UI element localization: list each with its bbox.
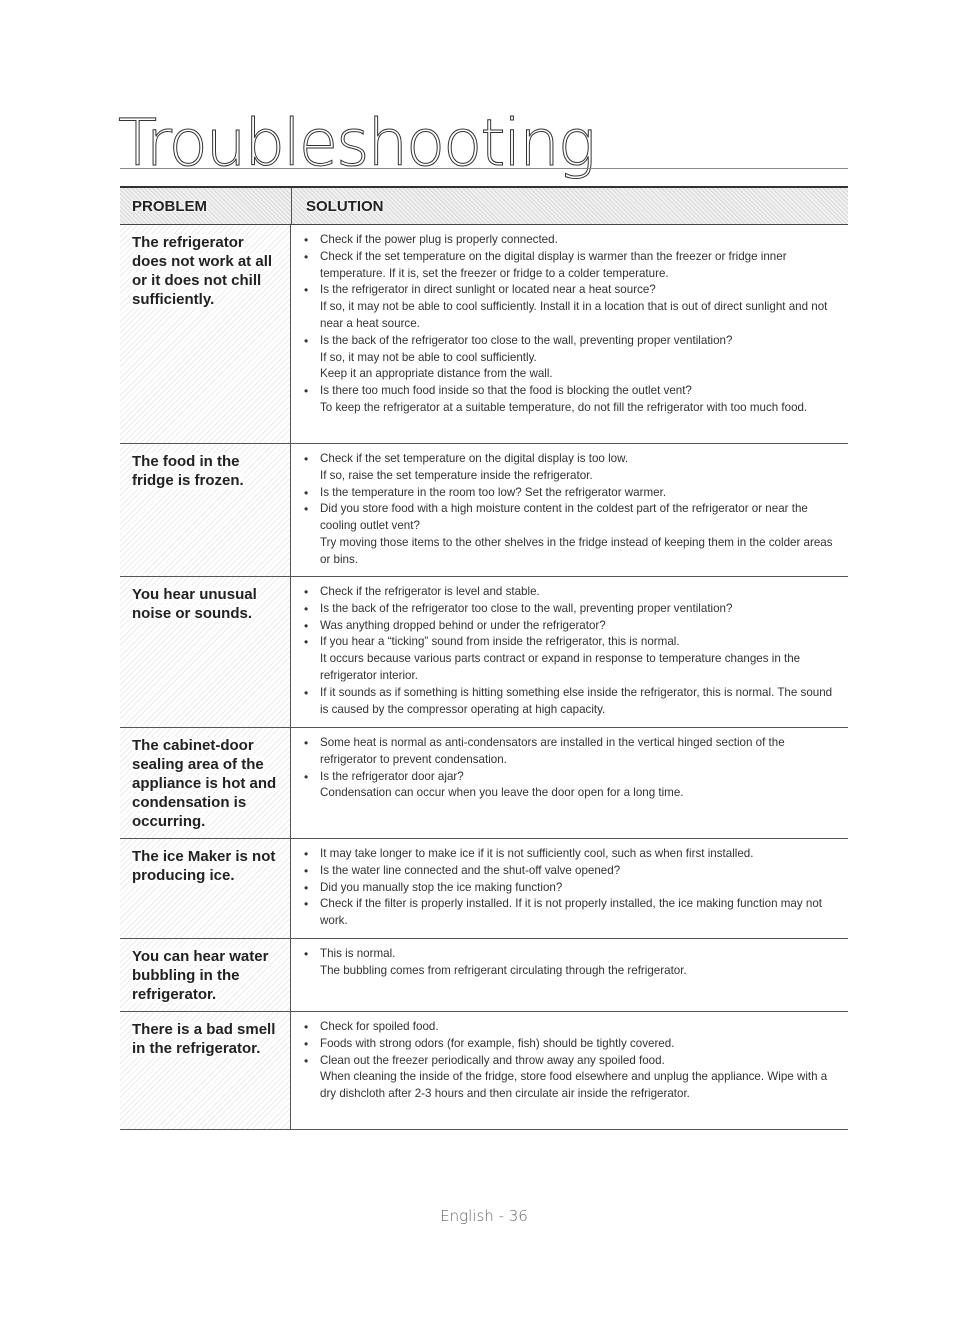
solution-bullet: • Is the refrigerator in direct sunlight or located near a heat source? <box>303 282 834 299</box>
solution-cell <box>291 839 848 938</box>
solution-bullet: • Is the temperature in the room too low? Set the refrigerator warmer. <box>303 485 834 502</box>
solution-bullet: • If you hear a “ticking” sound from inside the refrigerator, this is normal. <box>303 634 834 651</box>
solution-bullet: • It may take longer to make ice if it is not sufficiently cool, such as when first installed. <box>303 846 834 863</box>
table-row <box>120 1012 848 1130</box>
problem-header: PROBLEM <box>120 188 292 224</box>
problem-text: The refrigerator does not work at all or it does not chill sufficiently. <box>132 234 273 308</box>
solution-note: If so, raise the set temperature inside the refrigerator. <box>320 468 593 482</box>
problem-cell <box>120 939 291 1011</box>
solution-cell <box>291 1012 848 1129</box>
table-row <box>120 939 848 1012</box>
solution-header: SOLUTION <box>306 198 384 215</box>
problem-cell <box>120 1012 291 1129</box>
solution-bullet: • Some heat is normal as anti-condensators are installed in the vertical hinged section of the refrigerator to prevent condensation. <box>303 735 834 769</box>
solution-cell <box>291 939 848 1011</box>
solution-bullet: • Check if the refrigerator is level and stable. <box>303 584 834 601</box>
solution-bullet: • Did you store food with a high moisture content in the coldest part of the refrigerator or near the cooling outlet vent? <box>303 501 834 535</box>
solution-bullet: • Is the back of the refrigerator too close to the wall, preventing proper ventilation? <box>303 333 834 350</box>
title-rule <box>120 168 848 169</box>
solution-cell <box>291 444 848 576</box>
problem-text: You can hear water bubbling in the refrigerator. <box>132 948 269 1003</box>
table-row <box>120 444 848 577</box>
solution-bullet: • This is normal. <box>303 946 834 963</box>
problem-cell <box>120 225 291 443</box>
solution-cell <box>291 728 848 838</box>
problem-text: The food in the fridge is frozen. <box>132 453 244 489</box>
solution-bullet: • Is there too much food inside so that the food is blocking the outlet vent? <box>303 383 834 400</box>
table-row <box>120 728 848 839</box>
table-row <box>120 225 848 444</box>
solution-note: If so, it may not be able to cool sufficiently. <box>320 350 537 364</box>
table-body <box>120 225 848 1130</box>
solution-bullet: • Check if the power plug is properly connected. <box>303 232 834 249</box>
solution-note: The bubbling comes from refrigerant circulating through the refrigerator. <box>320 963 687 977</box>
solution-bullet: • Foods with strong odors (for example, fish) should be tightly covered. <box>303 1036 834 1053</box>
table-row <box>120 839 848 939</box>
solution-bullet: • Is the refrigerator door ajar? <box>303 769 834 786</box>
problem-cell <box>120 728 291 838</box>
problem-cell <box>120 577 291 727</box>
solution-note: When cleaning the inside of the fridge, store food elsewhere and unplug the appliance. Wipe with a dry dishcloth after 2-3 hours and then circulate air inside the refrigerator. <box>320 1070 828 1101</box>
solution-cell <box>291 225 848 443</box>
problem-text: You hear unusual noise or sounds. <box>132 586 257 622</box>
page-title: Troubleshooting <box>118 107 595 181</box>
solution-bullet: • If it sounds as if something is hitting something else inside the refrigerator, this is normal. The sound is caused by the compressor operating at high capacity. <box>303 685 834 719</box>
troubleshooting-table <box>120 186 848 1130</box>
solution-note: To keep the refrigerator at a suitable temperature, do not fill the refrigerator with too much food. <box>320 400 808 414</box>
solution-bullet: • Check if the filter is properly installed. If it is not properly installed, the ice making function may not work. <box>303 896 834 930</box>
problem-cell <box>120 839 291 938</box>
table-header <box>120 186 848 225</box>
solution-cell <box>291 577 848 727</box>
solution-bullet: • Is the water line connected and the shut-off valve opened? <box>303 863 834 880</box>
solution-note: Try moving those items to the other shelves in the fridge instead of keeping them in the colder areas or bins. <box>320 535 833 566</box>
problem-text: There is a bad smell in the refrigerator. <box>132 1021 276 1057</box>
solution-bullet: • Was anything dropped behind or under the refrigerator? <box>303 618 834 635</box>
solution-bullet: • Check for spoiled food. <box>303 1019 834 1036</box>
solution-bullet: • Check if the set temperature on the digital display is warmer than the freezer or fridge inner temperature. If it is, set the freezer or fridge to a colder temperature. <box>303 249 834 283</box>
solution-bullet: • Check if the set temperature on the digital display is too low. <box>303 451 834 468</box>
solution-bullet: • Clean out the freezer periodically and throw away any spoiled food. <box>303 1053 834 1070</box>
solution-note: Condensation can occur when you leave the door open for a long time. <box>320 786 684 800</box>
solution-bullet: • Is the back of the refrigerator too close to the wall, preventing proper ventilation? <box>303 601 834 618</box>
problem-cell <box>120 444 291 576</box>
problem-text: The cabinet-door sealing area of the appliance is hot and condensation is occurring. <box>132 737 277 830</box>
solution-note: It occurs because various parts contract or expand in response to temperature changes in the refrigerator interior. <box>320 652 801 682</box>
table-row <box>120 577 848 728</box>
solution-note: If so, it may not be able to cool sufficiently. Install it in a location that is out of direct sunlight and not near a heat source. <box>320 300 828 330</box>
page-number: English - 36 <box>440 1207 528 1225</box>
solution-bullet: • Did you manually stop the ice making function? <box>303 880 834 897</box>
solution-note: Keep it an appropriate distance from the wall. <box>320 367 553 381</box>
problem-text: The ice Maker is not producing ice. <box>132 848 276 884</box>
